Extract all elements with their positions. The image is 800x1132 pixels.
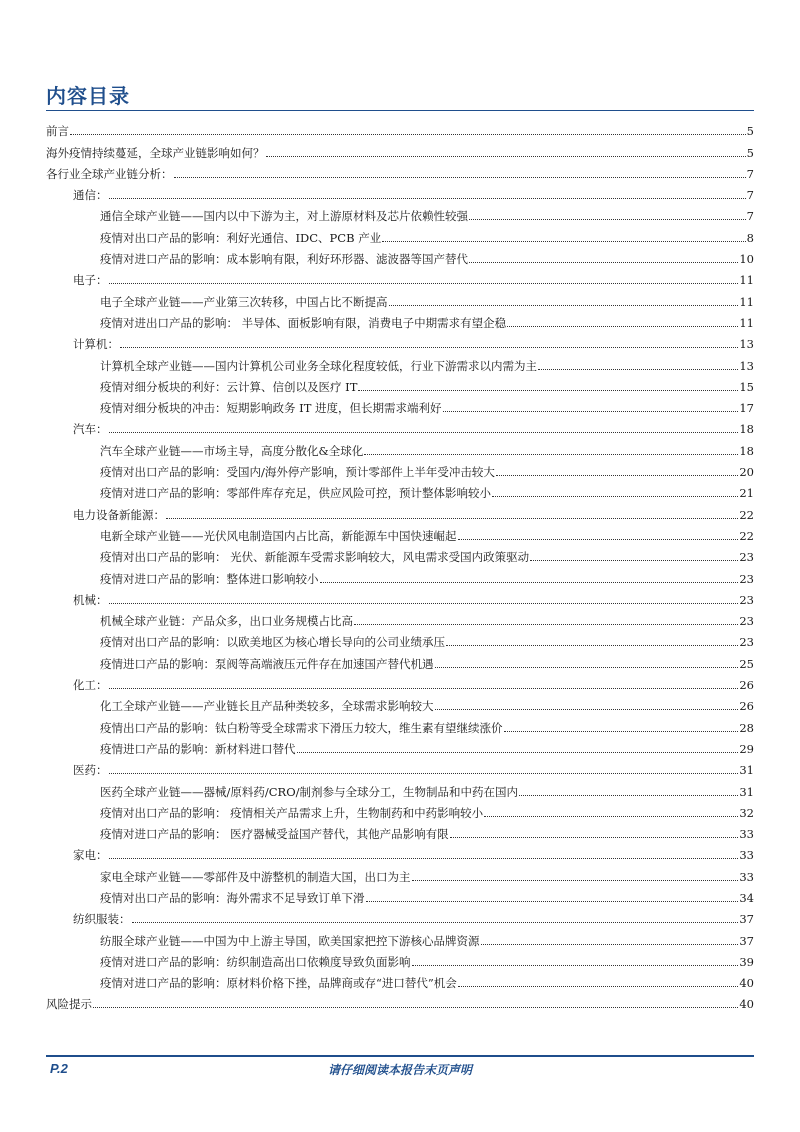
toc-dot-leader <box>174 177 746 178</box>
toc-dot-leader <box>538 369 738 370</box>
toc-dot-leader <box>70 134 746 135</box>
toc-entry-title: 计算机全球产业链——国内计算机公司业务全球化程度较低，行业下游需求以内需为主 <box>100 358 537 373</box>
toc-entry-level-1[interactable] <box>46 117 754 138</box>
toc-entry-page: 5 <box>746 145 754 160</box>
toc-entry-page: 28 <box>739 720 754 735</box>
page-title: 内容目录 <box>46 84 130 108</box>
toc-entry-page: 17 <box>739 401 754 416</box>
toc-entry-title: 疫情对出口产品的影响： 光伏、新能源车受需求影响较大，风电需求受国内政策驱动 <box>100 550 530 565</box>
toc-entry-level-3[interactable] <box>46 522 754 543</box>
toc-dot-leader <box>109 858 739 859</box>
toc-dot-leader <box>389 305 739 306</box>
toc-entry-page: 11 <box>739 315 754 330</box>
toc-entry-page: 31 <box>739 763 754 778</box>
toc-entry-level-2[interactable] <box>46 500 754 521</box>
toc-entry-title: 疫情对出口产品的影响： 疫情相关产品需求上升，生物制药和中药影响较小 <box>100 805 484 820</box>
toc-entry-level-2[interactable] <box>46 266 754 287</box>
toc-entry-page: 26 <box>739 678 754 693</box>
footer-disclaimer: 请仔细阅读本报告末页声明 <box>327 1063 472 1077</box>
toc-entry-level-3[interactable] <box>46 223 754 244</box>
toc-entry-level-2[interactable] <box>46 905 754 926</box>
toc-entry-title: 家电： <box>73 848 108 863</box>
toc-entry-title: 化工全球产业链——产业链长且产品种类较多，全球需求影响较大 <box>100 699 434 714</box>
title-divider <box>46 110 754 111</box>
toc-dot-leader <box>435 709 739 710</box>
toc-entry-title: 疫情对细分板块的冲击：短期影响政务 IT 进度，但长期需求端利好 <box>100 401 442 416</box>
toc-dot-leader <box>320 582 739 583</box>
toc-entry-page: 8 <box>746 230 754 245</box>
toc-dot-leader <box>364 454 738 455</box>
toc-entry-page: 5 <box>746 124 754 139</box>
toc-entry-title: 纺服全球产业链——中国为中上游主导国，欧美国家把控下游核心品牌资源 <box>100 933 480 948</box>
toc-entry-title: 计算机： <box>73 337 119 352</box>
toc-entry-page: 23 <box>739 614 754 629</box>
toc-entry-title: 疫情对进口产品的影响：整体进口影响较小 <box>100 571 319 586</box>
table-of-contents <box>46 117 754 1011</box>
toc-entry-level-3[interactable] <box>46 735 754 756</box>
toc-dot-leader <box>382 241 745 242</box>
toc-entry-level-3[interactable] <box>46 862 754 883</box>
toc-dot-leader <box>507 326 738 327</box>
toc-entry-title: 医药： <box>73 763 108 778</box>
toc-entry-title: 通信： <box>73 188 108 203</box>
toc-dot-leader <box>530 560 738 561</box>
toc-entry-title: 疫情对进口产品的影响：成本影响有限，利好环形器、滤波器等国产替代 <box>100 252 468 267</box>
toc-dot-leader <box>446 645 738 646</box>
toc-entry-title: 化工： <box>73 678 108 693</box>
toc-entry-title: 医药全球产业链——器械/原料药/CRO/制剂参与全球分工，生物制品和中药在国内 <box>100 784 519 799</box>
toc-dot-leader <box>469 219 746 220</box>
toc-entry-title: 汽车： <box>73 422 108 437</box>
toc-entry-level-3[interactable] <box>46 309 754 330</box>
toc-entry-level-3[interactable] <box>46 969 754 990</box>
toc-entry-page: 26 <box>739 699 754 714</box>
toc-dot-leader <box>109 198 746 199</box>
footer-page-number: P.2 <box>50 1061 68 1076</box>
toc-entry-level-2[interactable] <box>46 671 754 692</box>
toc-entry-level-2[interactable] <box>46 415 754 436</box>
toc-entry-title: 疫情对出口产品的影响：以欧美地区为核心增长导向的公司业绩承压 <box>100 635 445 650</box>
toc-entry-page: 23 <box>739 571 754 586</box>
toc-entry-title: 疫情对细分板块的利好：云计算、信创以及医疗 IT <box>100 379 358 394</box>
toc-entry-title: 电新全球产业链——光伏风电制造国内占比高，新能源车中国快速崛起 <box>100 528 457 543</box>
toc-entry-title: 机械： <box>73 592 108 607</box>
toc-entry-level-2[interactable] <box>46 330 754 351</box>
toc-dot-leader <box>297 752 739 753</box>
toc-entry-level-3[interactable] <box>46 202 754 223</box>
toc-entry-level-3[interactable] <box>46 799 754 820</box>
toc-dot-leader <box>366 901 739 902</box>
toc-entry-page: 22 <box>739 507 754 522</box>
toc-entry-page: 33 <box>739 869 754 884</box>
toc-dot-leader <box>484 816 738 817</box>
toc-dot-leader <box>109 432 739 433</box>
footer-divider <box>46 1055 754 1057</box>
toc-entry-title: 疫情对进口产品的影响：零部件库存充足，供应风险可控，预计整体影响较小 <box>100 486 491 501</box>
toc-dot-leader <box>109 283 739 284</box>
toc-entry-title: 海外疫情持续蔓延，全球产业链影响如何？ <box>46 145 265 160</box>
toc-entry-page: 18 <box>739 443 754 458</box>
toc-entry-title: 疫情对进口产品的影响： 医疗器械受益国产替代，其他产品影响有限 <box>100 827 449 842</box>
toc-entry-title: 风险提示 <box>46 997 92 1012</box>
toc-entry-title: 疫情出口产品的影响：钛白粉等受全球需求下滑压力较大，维生素有望继续涨价 <box>100 720 503 735</box>
toc-entry-level-2[interactable] <box>46 841 754 862</box>
toc-dot-leader <box>358 390 738 391</box>
toc-dot-leader <box>435 667 739 668</box>
toc-dot-leader <box>504 731 739 732</box>
toc-entry-level-3[interactable] <box>46 777 754 798</box>
toc-entry-page: 7 <box>746 188 754 203</box>
toc-dot-leader <box>458 539 739 540</box>
toc-entry-page: 37 <box>739 912 754 927</box>
toc-entry-page: 7 <box>746 209 754 224</box>
toc-entry-level-2[interactable] <box>46 586 754 607</box>
toc-entry-page: 23 <box>739 592 754 607</box>
toc-dot-leader <box>120 347 738 348</box>
toc-entry-level-2[interactable] <box>46 181 754 202</box>
toc-dot-leader <box>109 688 739 689</box>
toc-entry-level-3[interactable] <box>46 287 754 308</box>
toc-entry-title: 疫情对出口产品的影响：海外需求不足导致订单下滑 <box>100 890 365 905</box>
toc-entry-level-3[interactable] <box>46 564 754 585</box>
toc-entry-level-3[interactable] <box>46 692 754 713</box>
toc-dot-leader <box>458 986 739 987</box>
toc-dot-leader <box>496 475 738 476</box>
toc-dot-leader <box>109 603 739 604</box>
toc-entry-level-3[interactable] <box>46 649 754 670</box>
toc-entry-level-3[interactable] <box>46 713 754 734</box>
toc-entry-title: 疫情对进口产品的影响：纺织制造高出口依赖度导致负面影响 <box>100 954 411 969</box>
toc-dot-leader <box>354 624 738 625</box>
toc-dot-leader <box>481 944 739 945</box>
toc-entry-level-3[interactable] <box>46 820 754 841</box>
toc-dot-leader <box>492 496 738 497</box>
toc-entry-level-3[interactable] <box>46 543 754 564</box>
toc-entry-level-3[interactable] <box>46 926 754 947</box>
toc-entry-page: 25 <box>739 656 754 671</box>
toc-entry-page: 7 <box>746 166 754 181</box>
toc-entry-page: 23 <box>739 635 754 650</box>
toc-entry-page: 15 <box>739 379 754 394</box>
toc-entry-title: 各行业全球产业链分析： <box>46 166 173 181</box>
toc-entry-page: 22 <box>739 528 754 543</box>
toc-entry-level-3[interactable] <box>46 351 754 372</box>
toc-dot-leader <box>109 773 739 774</box>
toc-entry-level-3[interactable] <box>46 436 754 457</box>
toc-entry-page: 13 <box>739 337 754 352</box>
toc-entry-title: 疫情对进出口产品的影响： 半导体、面板影响有限，消费电子中期需求有望企稳 <box>100 315 507 330</box>
toc-entry-title: 汽车全球产业链——市场主导，高度分散化&全球化 <box>100 443 364 458</box>
toc-entry-level-3[interactable] <box>46 245 754 266</box>
toc-entry-page: 23 <box>739 550 754 565</box>
toc-dot-leader <box>132 922 739 923</box>
toc-entry-level-3[interactable] <box>46 607 754 628</box>
toc-entry-title: 疫情对出口产品的影响：利好光通信、IDC、PCB 产业 <box>100 230 382 245</box>
toc-entry-page: 33 <box>739 848 754 863</box>
toc-entry-page: 34 <box>739 890 754 905</box>
toc-entry-level-1[interactable] <box>46 138 754 159</box>
toc-entry-title: 电子全球产业链——产业第三次转移，中国占比不断提高 <box>100 294 388 309</box>
toc-entry-page: 31 <box>739 784 754 799</box>
toc-entry-title: 前言 <box>46 124 69 139</box>
toc-entry-page: 29 <box>739 741 754 756</box>
toc-entry-level-2[interactable] <box>46 756 754 777</box>
toc-entry-page: 40 <box>739 997 754 1012</box>
toc-dot-leader <box>93 1007 738 1008</box>
toc-entry-level-3[interactable] <box>46 458 754 479</box>
toc-dot-leader <box>412 965 739 966</box>
toc-entry-level-3[interactable] <box>46 394 754 415</box>
toc-entry-title: 通信全球产业链——国内以中下游为主，对上游原材料及芯片依赖性较强 <box>100 209 468 224</box>
toc-dot-leader <box>443 411 739 412</box>
toc-entry-page: 11 <box>739 273 754 288</box>
toc-entry-title: 疫情进口产品的影响：泵阀等高端液压元件存在加速国产替代机遇 <box>100 656 434 671</box>
toc-entry-level-1[interactable] <box>46 160 754 181</box>
toc-entry-title: 机械全球产业链：产品众多，出口业务规模占比高 <box>100 614 353 629</box>
toc-entry-page: 18 <box>739 422 754 437</box>
toc-entry-level-1[interactable] <box>46 990 754 1011</box>
toc-entry-title: 家电全球产业链——零部件及中游整机的制造大国，出口为主 <box>100 869 411 884</box>
toc-entry-level-3[interactable] <box>46 373 754 394</box>
toc-entry-page: 32 <box>739 805 754 820</box>
toc-entry-page: 39 <box>739 954 754 969</box>
toc-entry-page: 40 <box>739 976 754 991</box>
toc-entry-page: 11 <box>739 294 754 309</box>
toc-dot-leader <box>469 262 738 263</box>
toc-entry-page: 33 <box>739 827 754 842</box>
toc-entry-page: 13 <box>739 358 754 373</box>
toc-entry-page: 21 <box>739 486 754 501</box>
toc-entry-level-3[interactable] <box>46 884 754 905</box>
toc-entry-level-3[interactable] <box>46 948 754 969</box>
toc-entry-level-3[interactable] <box>46 628 754 649</box>
toc-dot-leader <box>166 518 738 519</box>
toc-entry-title: 疫情对出口产品的影响：受国内/海外停产影响，预计零部件上半年受冲击较大 <box>100 465 495 480</box>
toc-entry-title: 疫情进口产品的影响：新材料进口替代 <box>100 741 296 756</box>
toc-dot-leader <box>412 880 739 881</box>
toc-entry-title: 疫情对进口产品的影响：原材料价格下挫，品牌商或存“进口替代”机会 <box>100 976 457 991</box>
toc-entry-title: 电力设备新能源： <box>73 507 165 522</box>
toc-dot-leader <box>519 795 738 796</box>
toc-entry-page: 10 <box>739 252 754 267</box>
toc-entry-title: 纺织服装： <box>73 912 131 927</box>
toc-dot-leader <box>266 156 746 157</box>
toc-dot-leader <box>450 837 739 838</box>
toc-entry-title: 电子： <box>73 273 108 288</box>
toc-entry-level-3[interactable] <box>46 479 754 500</box>
toc-entry-page: 37 <box>739 933 754 948</box>
toc-entry-page: 20 <box>739 465 754 480</box>
